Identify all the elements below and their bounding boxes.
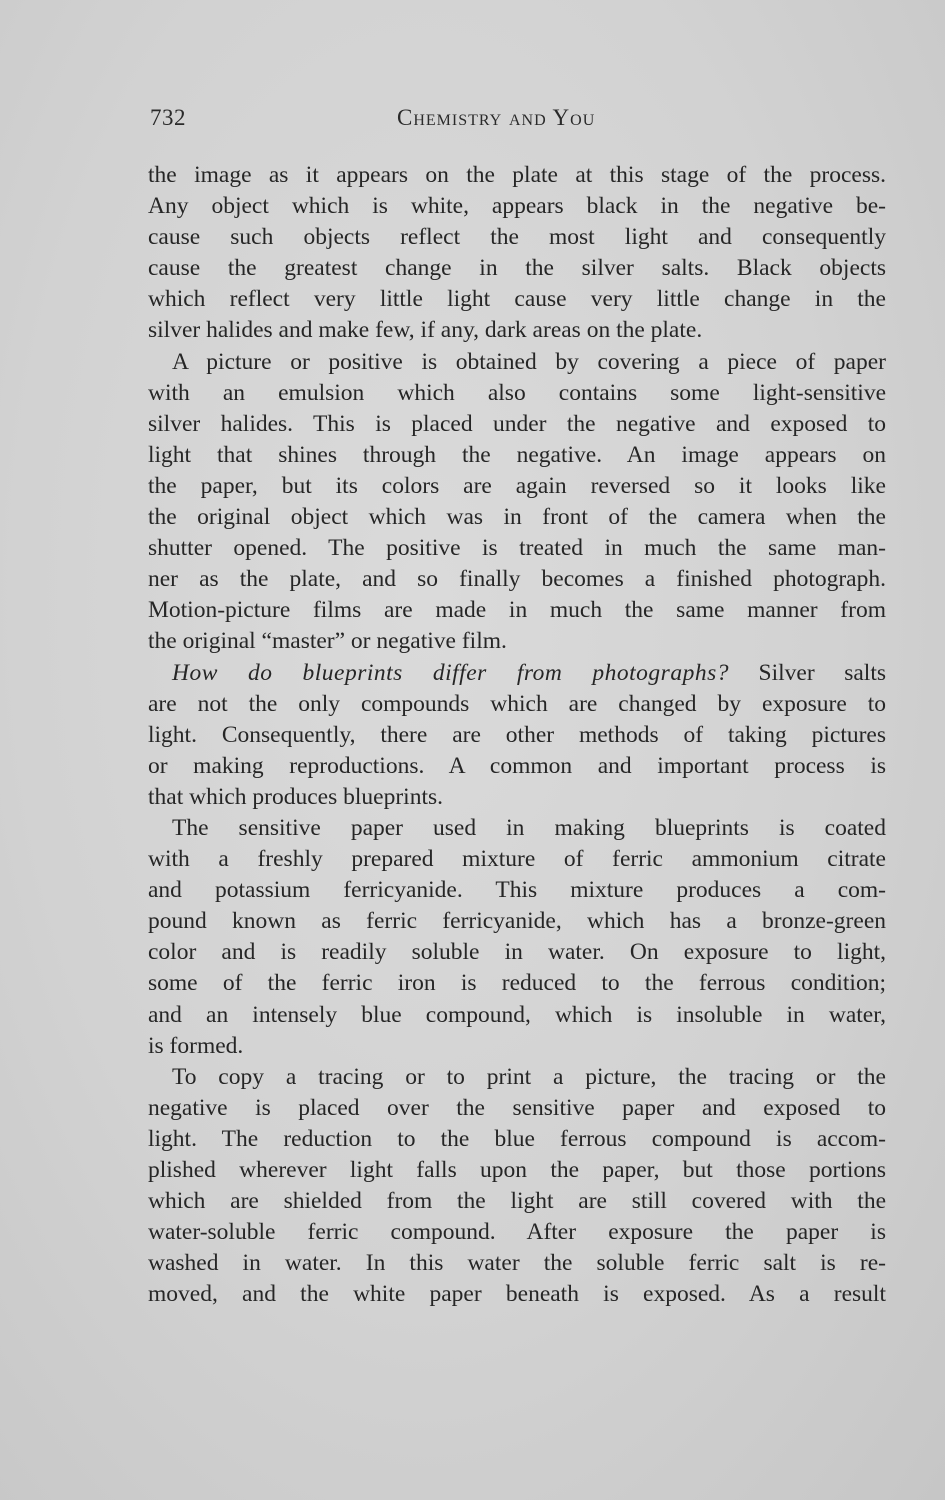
text-line: the original “master” or negative film.: [148, 628, 507, 655]
text-line: is formed.: [148, 1032, 244, 1059]
text-line: water-soluble ferric compound. After exposure the paper is: [148, 1219, 886, 1246]
page-header: [150, 102, 886, 138]
text-fragment: Silver salts: [758, 659, 886, 686]
text-line: cause such objects reflect the most light and consequently: [148, 224, 886, 251]
text-line: shutter opened. The positive is treated in much the same man-: [148, 535, 886, 562]
text-line: moved, and the white paper beneath is exposed. As a result: [148, 1281, 886, 1308]
text-line: A picture or positive is obtained by covering a piece of paper: [172, 348, 886, 375]
text-line: To copy a tracing or to print a picture, the tracing or the: [172, 1063, 886, 1090]
paragraph: [148, 1062, 886, 1311]
text-line: with an emulsion which also contains some light-sensitive: [148, 379, 886, 406]
text-line: pound known as ferric ferricyanide, which has a bronze-green: [148, 908, 886, 935]
text-line: which reflect very little light cause very little change in the: [148, 286, 886, 313]
text-line: and potassium ferricyanide. This mixture produces a com-: [148, 877, 886, 904]
text-line: light. The reduction to the blue ferrous compound is accom-: [148, 1125, 886, 1152]
text-line: the image as it appears on the plate at this stage of the process.: [148, 162, 886, 188]
text-line: [148, 658, 886, 689]
paragraph: [148, 347, 886, 658]
running-title: Chemistry and You: [397, 105, 596, 130]
text-line: that which produces blueprints.: [148, 783, 443, 810]
text-line: The sensitive paper used in making blueprints is coated: [172, 814, 886, 841]
text-line: and an intensely blue compound, which is insoluble in water,: [148, 1001, 886, 1028]
text-line: are not the only compounds which are changed by exposure to: [148, 690, 886, 717]
text-line: ner as the plate, and so finally becomes a finished photograph.: [148, 566, 886, 593]
text-line: color and is readily soluble in water. On exposure to light,: [148, 939, 886, 966]
text-line: which are shielded from the light are still covered with the: [148, 1188, 886, 1215]
text-line: plished wherever light falls upon the paper, but those portions: [148, 1157, 886, 1183]
page-number: 732: [150, 105, 186, 130]
text-line: with a freshly prepared mixture of ferric ammonium citrate: [148, 846, 886, 873]
paragraph: [148, 813, 886, 1062]
paragraph: [148, 658, 886, 813]
text-line: light that shines through the negative. An image appears on: [148, 441, 886, 468]
body-text: [148, 160, 886, 1310]
text-line: cause the greatest change in the silver salts. Black objects: [148, 255, 886, 282]
text-line: washed in water. In this water the soluble ferric salt is re-: [148, 1250, 886, 1277]
text-line: or making reproductions. A common and important process is: [148, 752, 886, 779]
section-question: How do blueprints differ from photographs?: [172, 659, 729, 686]
text-line: Any object which is white, appears black in the negative be-: [148, 193, 886, 220]
text-line: some of the ferric iron is reduced to the ferrous condition;: [148, 970, 886, 997]
text-line: silver halides. This is placed under the negative and exposed to: [148, 410, 886, 437]
paragraph: [148, 160, 886, 347]
text-line: the original object which was in front of the camera when the: [148, 504, 886, 531]
text-line: Motion-picture films are made in much the same manner from: [148, 597, 886, 624]
text-line: light. Consequently, there are other methods of taking pictures: [148, 721, 886, 748]
text-line: silver halides and make few, if any, dark areas on the plate.: [148, 317, 703, 344]
text-line: the paper, but its colors are again reversed so it looks like: [148, 472, 886, 499]
text-line: negative is placed over the sensitive paper and exposed to: [148, 1094, 886, 1121]
